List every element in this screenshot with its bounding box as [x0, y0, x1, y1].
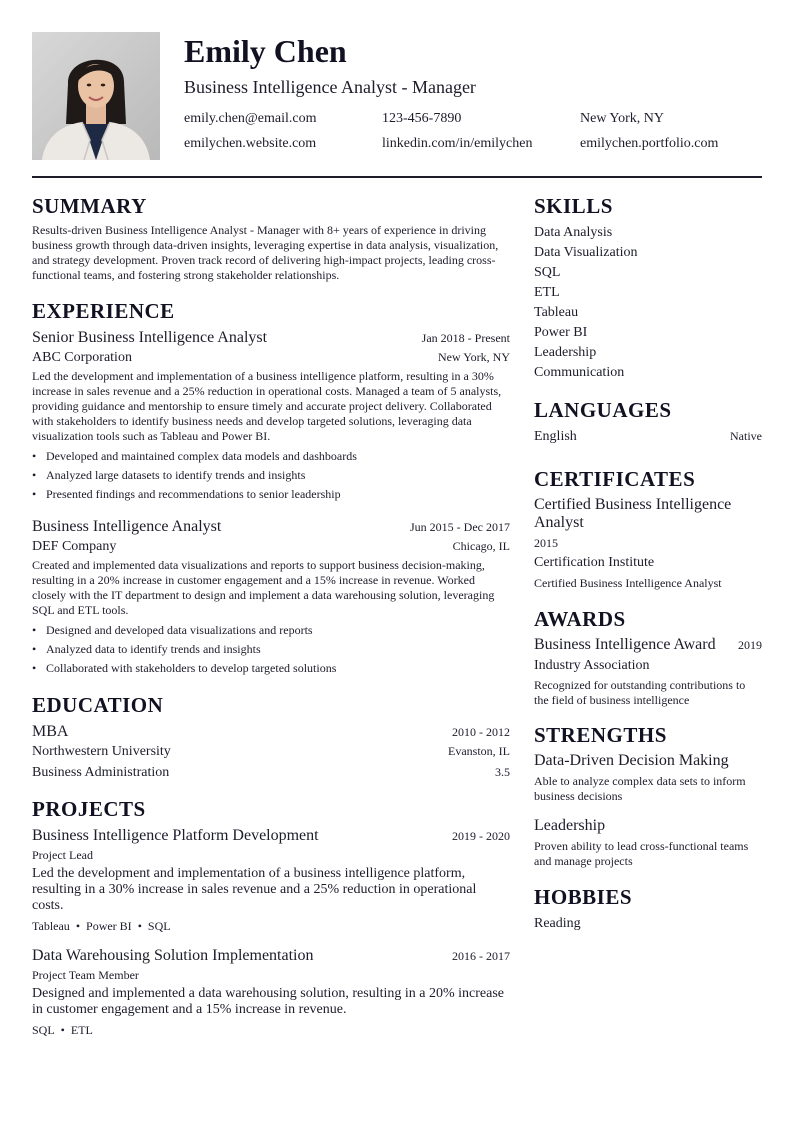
job-company: DEF Company: [32, 539, 117, 554]
summary-text: Results-driven Business Intelligence Analyst - Manager with 8+ years of experience in driving business growth through data-driven insights, leveraging expertise in data analysis, visualization, and strategy development. Proven track record of delivering high-impact projects, leading cross-functional teams, and fostering strong stakeholder relationships.: [32, 223, 499, 282]
project-dates: 2016 - 2017: [452, 949, 510, 963]
job-company: ABC Corporation: [32, 350, 132, 365]
tech-tag: ETL: [70, 1023, 93, 1037]
award-year: 2019: [738, 638, 762, 652]
skill-item: Data Analysis: [534, 225, 613, 240]
project-title: Data Warehousing Solution Implementation: [32, 947, 314, 964]
skill-item: ETL: [534, 285, 560, 300]
projects-heading: PROJECTS: [32, 797, 146, 821]
project-tech: [32, 1022, 510, 1038]
job-bullet: • Developed and maintained complex data models and dashboards: [32, 447, 510, 466]
certificate-title: Certified Business Intelligence Analyst: [534, 496, 732, 531]
project-entry: [32, 826, 510, 934]
experience-section: [32, 298, 510, 678]
award-title: Business Intelligence Award: [534, 636, 716, 653]
education-field: Business Administration: [32, 765, 170, 780]
contact-linkedin[interactable]: linkedin.com/in/emilychen: [382, 136, 533, 151]
header-divider: [32, 176, 762, 178]
job-bullet: • Collaborated with stakeholders to develop targeted solutions: [32, 659, 510, 678]
candidate-name: Emily Chen: [184, 33, 347, 69]
profile-photo: [32, 32, 160, 160]
education-degree: MBA: [32, 723, 69, 740]
skills-section: [534, 193, 762, 383]
summary-heading: SUMMARY: [32, 194, 147, 218]
contact-portfolio[interactable]: emilychen.portfolio.com: [580, 136, 719, 151]
hobby-item: Reading: [534, 916, 581, 931]
tech-tag: Tableau: [32, 919, 70, 933]
project-role: Project Team Member: [32, 968, 139, 982]
project-description: Led the development and implementation of a business intelligence platform, resulting in a 30% increase in sales revenue and a 25% reduction in operational costs.: [32, 866, 477, 913]
certificate-description: Certified Business Intelligence Analyst: [534, 576, 722, 590]
education-gpa: 3.5: [495, 765, 510, 779]
award-description: Recognized for outstanding contributions to the field of business intelligence: [534, 678, 746, 707]
education-section: [32, 692, 510, 782]
projects-section: [32, 796, 510, 1038]
languages-section: [534, 397, 762, 446]
contact-location: New York, NY: [580, 111, 665, 126]
job-location: New York, NY: [437, 350, 510, 364]
job-description: Created and implemented data visualizations and reports to support business decision-making, resulting in a 20% increase in customer engagement and a 15% increase in revenue. Worked closely with the IT department to design and implement a data warehousing solution, leveraging SQL and ETL tools.: [32, 558, 495, 617]
strengths-section: [534, 722, 762, 869]
tech-tag: Power BI: [86, 919, 132, 933]
strength-title: Leadership: [534, 817, 606, 834]
skill-item: Tableau: [534, 305, 579, 320]
job-title: Senior Business Intelligence Analyst: [32, 329, 268, 346]
main-column: [32, 193, 510, 1038]
job-bullet: • Designed and developed data visualizations and reports: [32, 621, 510, 640]
tech-tag: SQL: [147, 919, 171, 933]
job-bullets: [32, 447, 510, 504]
hobbies-section: [534, 884, 762, 934]
strength-title: Data-Driven Decision Making: [534, 752, 729, 769]
skills-heading: SKILLS: [534, 194, 613, 218]
certificates-section: [534, 466, 762, 591]
skill-item: Leadership: [534, 345, 597, 360]
tech-separator: •: [60, 1023, 65, 1037]
language-name: English: [534, 429, 577, 444]
contact-website[interactable]: emilychen.website.com: [184, 136, 317, 151]
certificates-heading: CERTIFICATES: [534, 467, 696, 491]
awards-heading: AWARDS: [534, 607, 626, 631]
contact-phone[interactable]: 123-456-7890: [382, 111, 462, 126]
job-description: Led the development and implementation of a business intelligence platform, resulting in a 30% increase in sales revenue and a 25% reduction in operational costs. Managed a team of 5 analysts, providing guidance and mentorship to ensure timely and accurate project delivery. Collaborated with stakeholders to identify business needs and develop targeted solutions, leveraging data visualization tools such as Tableau and Power BI.: [32, 369, 502, 443]
skill-item: Power BI: [534, 325, 588, 340]
job-bullet: • Analyzed large datasets to identify trends and insights: [32, 466, 510, 485]
project-tech: [32, 918, 510, 934]
education-school: Northwestern University: [32, 744, 171, 759]
education-dates: 2010 - 2012: [452, 725, 510, 739]
experience-heading: EXPERIENCE: [32, 299, 175, 323]
job-bullet: • Presented findings and recommendations to senior leadership: [32, 485, 510, 504]
job-bullets: [32, 621, 510, 678]
job-dates: Jan 2018 - Present: [421, 331, 510, 345]
awards-section: [534, 606, 762, 708]
tech-separator: •: [75, 919, 81, 933]
side-column: [534, 193, 762, 934]
language-level: Native: [730, 429, 762, 443]
skill-item: Communication: [534, 365, 625, 380]
job-entry: [32, 517, 510, 678]
certificate-issuer: Certification Institute: [534, 555, 655, 570]
project-dates: 2019 - 2020: [452, 829, 510, 843]
strengths-heading: STRENGTHS: [534, 723, 667, 747]
strength-description: Able to analyze complex data sets to inform business decisions: [534, 774, 746, 803]
hobbies-heading: HOBBIES: [534, 885, 633, 909]
skill-item: Data Visualization: [534, 245, 638, 260]
job-title: Business Intelligence Analyst: [32, 518, 222, 535]
resume-header: [32, 32, 762, 160]
summary-section: [32, 193, 510, 283]
candidate-title: Business Intelligence Analyst - Manager: [184, 77, 476, 97]
education-heading: EDUCATION: [32, 693, 164, 717]
languages-heading: LANGUAGES: [534, 398, 672, 422]
job-dates: Jun 2015 - Dec 2017: [410, 520, 510, 534]
job-entry: [32, 328, 510, 504]
strength-description: Proven ability to lead cross-functional teams and manage projects: [534, 839, 749, 868]
job-location: Chicago, IL: [452, 539, 510, 553]
contact-email[interactable]: emily.chen@email.com: [184, 111, 317, 126]
project-role: Project Lead: [32, 848, 93, 862]
tech-tag: SQL: [32, 1023, 55, 1037]
project-entry: [32, 946, 510, 1038]
project-description: Designed and implemented a data warehousing solution, resulting in a 20% increase in customer engagement and a 15% increase in revenue.: [32, 986, 504, 1017]
skill-item: SQL: [534, 265, 561, 280]
award-issuer: Industry Association: [534, 658, 650, 673]
certificate-year: 2015: [534, 536, 558, 550]
project-title: Business Intelligence Platform Development: [32, 827, 319, 844]
tech-separator: •: [137, 919, 142, 933]
job-bullet: • Analyzed data to identify trends and insights: [32, 640, 510, 659]
education-location: Evanston, IL: [448, 744, 510, 758]
